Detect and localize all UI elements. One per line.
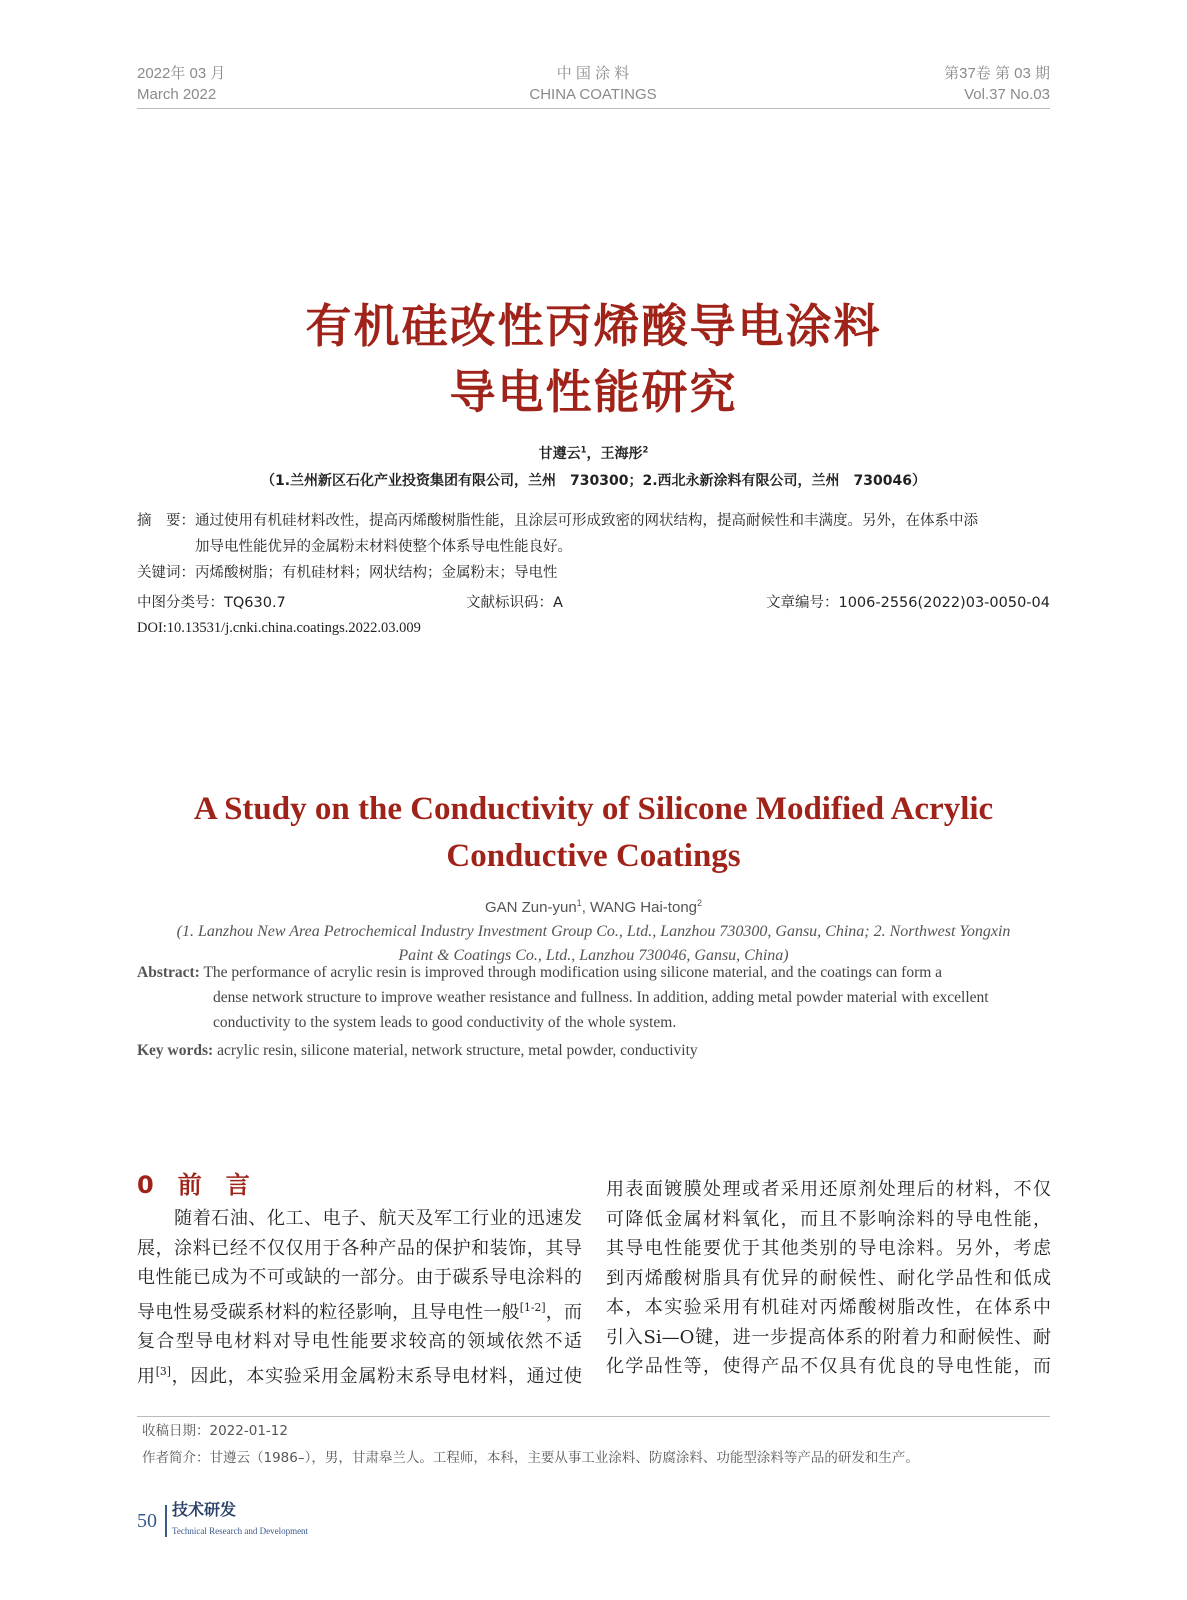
page-number: 50 <box>137 1510 157 1532</box>
author-bio: 作者简介：甘遵云（1986–），男，甘肃皋兰人。工程师，本科，主要从事工业涂料、防腐涂料、功能型涂料等产品的研发和生产。 <box>142 1450 919 1466</box>
section-heading: 0 前 言 <box>137 1171 250 1199</box>
doi[interactable]: DOI:10.13531/j.cnki.china.coatings.2022.03.009 <box>137 620 421 636</box>
footer-divider <box>165 1505 167 1537</box>
title-cn: 有机硅改性丙烯酸导电涂料 导电性能研究 <box>305 299 882 419</box>
authors-en: GAN Zun-yun$^1$, WANG Hai-tong$^2$ <box>484 898 703 916</box>
title-en: A Study on the Conductivity of Silicone Modified Acrylic Conductive Coatings <box>193 791 994 874</box>
abstract-en: Abstract: The performance of acrylic resin is improved through modification using silicone material, and the coatings can form a dense network structure to improve weather resistance and fullness. In addition, adding metal powder material with excellent conductivity to the system leads to good conductivity of the whole system. <box>137 964 989 1031</box>
header-rule <box>137 108 1050 109</box>
clc-number: 中图分类号：TQ630.7 <box>137 595 286 611</box>
abstract-cn: 摘 要：通过使用有机硅材料改性，提高丙烯酸树脂性能，且涂层可形成致密的网状结构，提高耐候性和丰满度。另外，在体系中添 加导电性能优异的金属粉末材料使整个体系导电性能良好。 <box>137 513 978 555</box>
footer-section-cn: 技术研发 <box>172 1500 237 1519</box>
authors-cn: 甘遵云$^1$，王海彤$^2$ <box>538 444 649 462</box>
article-number: 文章编号：1006-2556(2022)03-0050-04 <box>765 595 1050 611</box>
header-date: 2022年 03 月 March 2022 <box>137 65 226 103</box>
body-right-column: 用表面镀膜处理或者采用还原剂处理后的材料，不仅 可降低金属材料氧化，而且不影响涂料的导电性能， 其导电性能要优于其他类别的导电涂料。另外，考虑 到丙烯酸树脂具有优异的耐候性、耐化学品性和低成 本，本实验采用有机硅对丙烯酸树脂改性，在体系中 引入Si—O键，进一步提高体系的附着力和耐候性、耐 化学品性等，使得产品不仅具有优良的导电性能，而 <box>606 1179 1051 1377</box>
affiliation-en: (1. Lanzhou New Area Petrochemical Industry Investment Group Co., Ltd., Lanzhou 730300, Gansu, China; 2. Northwest Yongxin Paint & Coatings Co., Ltd., Lanzhou 730046, Gansu, China) <box>176 923 1011 964</box>
footnote-rule <box>137 1416 1050 1417</box>
header-journal: 中 国 涂 料 CHINA COATINGS <box>529 65 657 103</box>
keywords-en: Key words: acrylic resin, silicone material, network structure, metal powder, conductivity <box>137 1042 698 1059</box>
received-date: 收稿日期：2022-01-12 <box>142 1423 288 1439</box>
body-left-column: 随着石油、化工、电子、航天及军工行业的迅速发 展，涂料已经不仅仅用于各种产品的保护和装饰，其导 电性能已成为不可或缺的一部分。由于碳系导电涂料的 导电性易受碳系材料的粒径影响，且导电性一般[1-2]，而 复合型导电材料对导电性能要求较高的领域依然不适 用[3]，因此，本实验采用金属粉末系导电材料，通过使 <box>137 1208 582 1387</box>
document-code: 文献标识码：A <box>466 595 563 611</box>
keywords-cn: 关键词：丙烯酸树脂；有机硅材料；网状结构；金属粉末；导电性 <box>137 565 558 581</box>
footer-section-en: Technical Research and Development <box>172 1526 309 1536</box>
affiliation-cn: （1.兰州新区石化产业投资集团有限公司，兰州 730300；2.西北永新涂料有限公司，兰州 730046） <box>260 473 926 489</box>
header-issue: 第37卷 第 03 期 Vol.37 No.03 <box>944 65 1050 103</box>
